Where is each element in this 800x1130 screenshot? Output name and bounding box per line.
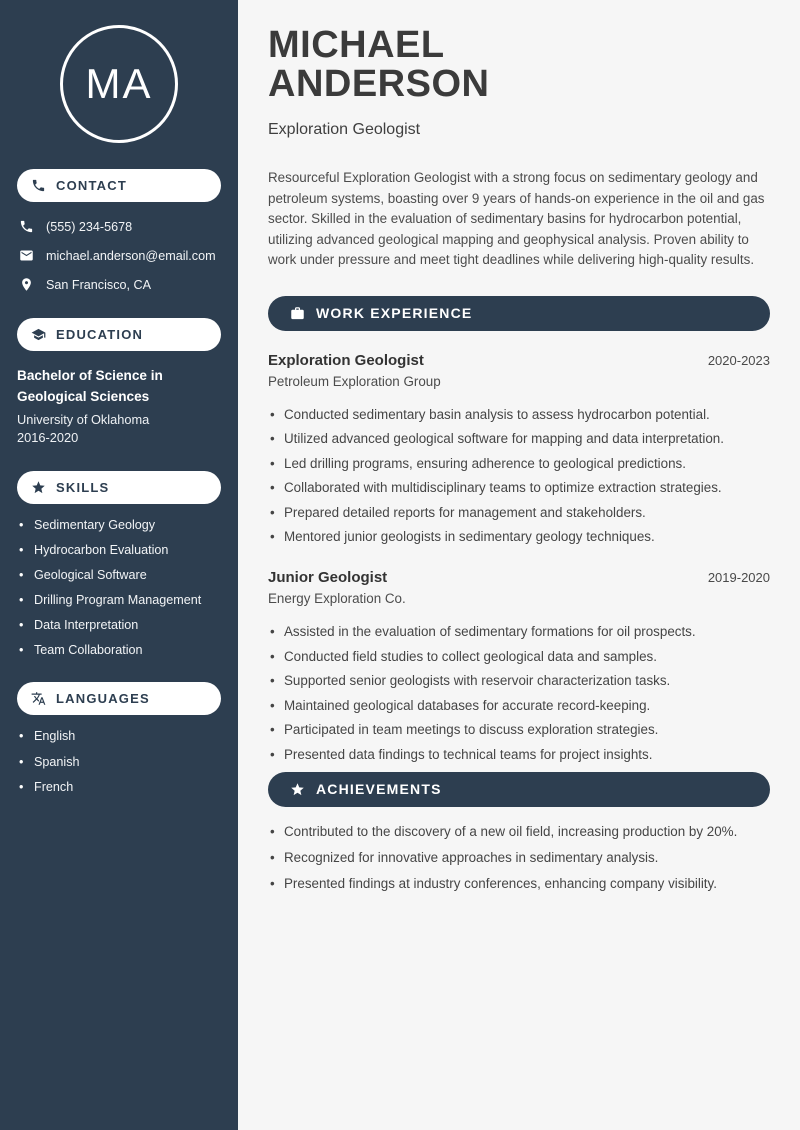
phone-icon — [31, 178, 46, 193]
skill-item: • Drilling Program Management — [17, 592, 221, 608]
job-company: Petroleum Exploration Group — [268, 373, 441, 389]
job-bullet: • Conducted field studies to collect geological data and samples. — [268, 648, 770, 665]
skills-section-header — [17, 471, 221, 504]
achievement-bullet: • Recognized for innovative approaches in sedimentary analysis. — [268, 849, 770, 866]
education-section-title: EDUCATION — [56, 327, 144, 342]
contact-section-title: CONTACT — [56, 178, 127, 193]
sidebar — [0, 0, 238, 1130]
education-years: 2016-2020 — [17, 430, 79, 445]
contact-phone-row — [17, 214, 221, 239]
phone-icon — [19, 219, 34, 234]
contact-section-header — [17, 169, 221, 202]
name-first-line: MICHAEL — [268, 24, 445, 66]
achievements-banner — [268, 772, 770, 807]
avatar-initials: MA — [85, 60, 153, 107]
job-bullet: • Participated in team meetings to discuss exploration strategies. — [268, 721, 770, 738]
skill-item: • Data Interpretation — [17, 617, 221, 633]
main-content — [238, 0, 800, 1130]
name-last-line: ANDERSON — [268, 63, 490, 105]
star-icon — [290, 782, 305, 797]
translate-icon — [31, 691, 46, 706]
briefcase-icon — [290, 306, 305, 321]
avatar-wrap — [17, 25, 221, 143]
contact-email-row — [17, 243, 221, 268]
contact-phone-value: (555) 234-5678 — [46, 219, 133, 234]
achievement-bullet: • Contributed to the discovery of a new oil field, increasing production by 20%. — [268, 823, 770, 840]
header-job-title: Exploration Geologist — [268, 121, 421, 138]
contact-email-value: michael.anderson@email.com — [46, 248, 216, 263]
graduation-cap-icon — [31, 327, 46, 342]
education-section-header — [17, 318, 221, 351]
language-item: • Spanish — [17, 754, 221, 770]
email-icon — [19, 248, 34, 263]
work-experience-banner — [268, 296, 770, 331]
job-bullet: • Conducted sedimentary basin analysis to assess hydrocarbon potential. — [268, 406, 770, 423]
job-bullet-list — [268, 406, 770, 546]
languages-section-header — [17, 682, 221, 715]
summary-paragraph: Resourceful Exploration Geologist with a strong focus on sedimentary geology and petroleum systems, boasting over 9 years of hands-on experience in the oil and gas sector. Skilled in the evaluation of sedimentary basins for hydrocarbon potential, utilizing advanced geological mapping and geophysical analysis. Proven ability to work under pressure and meet tight deadlines while delivering high-quality results. — [268, 170, 765, 267]
job-bullet: • Collaborated with multidisciplinary teams to optimize extraction strategies. — [268, 479, 770, 496]
job-dates: 2020-2023 — [707, 352, 770, 368]
languages-section-title: LANGUAGES — [56, 691, 150, 706]
job-bullet: • Led drilling programs, ensuring adherence to geological predictions. — [268, 455, 770, 472]
languages-list — [17, 728, 221, 795]
job-bullet: • Maintained geological databases for accurate record-keeping. — [268, 697, 770, 714]
language-item: • English — [17, 728, 221, 744]
language-item: • French — [17, 779, 221, 795]
job-header — [268, 569, 770, 586]
achievements-list — [268, 823, 770, 892]
job-bullet: • Prepared detailed reports for management and stakeholders. — [268, 504, 770, 521]
job-role: Exploration Geologist — [268, 351, 424, 369]
achievements-title: ACHIEVEMENTS — [316, 781, 442, 797]
skill-item: • Hydrocarbon Evaluation — [17, 542, 221, 558]
skill-item: • Team Collaboration — [17, 642, 221, 658]
achievement-bullet: • Presented findings at industry conferences, enhancing company visibility. — [268, 875, 770, 892]
skills-section-title: SKILLS — [56, 480, 110, 495]
job-bullet: • Supported senior geologists with reservoir characterization tasks. — [268, 672, 770, 689]
skills-list — [17, 517, 221, 658]
work-experience-title: WORK EXPERIENCE — [316, 305, 473, 321]
contact-location-row — [17, 272, 221, 297]
location-icon — [19, 277, 34, 292]
contact-list — [17, 214, 221, 297]
job-role: Junior Geologist — [268, 569, 388, 586]
job-dates: 2019-2020 — [707, 570, 770, 585]
star-icon — [31, 480, 46, 495]
job-bullet: • Mentored junior geologists in sedimentary geology techniques. — [268, 528, 770, 545]
avatar — [60, 25, 178, 143]
job-entry — [268, 352, 770, 546]
job-bullet: • Presented data findings to technical teams for project insights. — [268, 746, 770, 763]
contact-location-value: San Francisco, CA — [46, 277, 151, 292]
education-degree: Bachelor of Science in Geological Sciences — [17, 368, 163, 404]
job-entry — [268, 569, 770, 763]
job-bullet: • Utilized advanced geological software for mapping and data interpretation. — [268, 430, 770, 447]
job-bullet: • Assisted in the evaluation of sedimentary formations for oil prospects. — [268, 623, 770, 640]
education-school: University of Oklahoma — [17, 412, 150, 427]
skill-item: • Geological Software — [17, 567, 221, 583]
skill-item: • Sedimentary Geology — [17, 517, 221, 533]
job-bullet-list — [268, 623, 770, 763]
job-company: Energy Exploration Co. — [268, 591, 406, 606]
job-header — [268, 352, 770, 369]
